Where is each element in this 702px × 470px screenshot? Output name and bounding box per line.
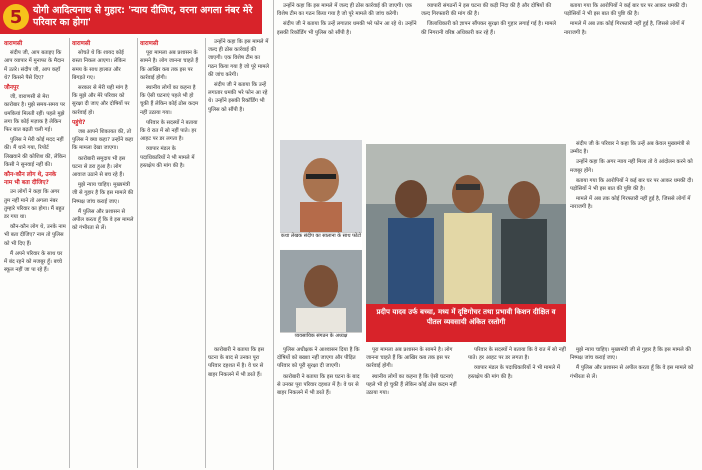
paragraph: परिवार के सदस्यों ने बताया कि वे रात में सो नहीं पाते। हर आहट पर डर लगता है। bbox=[140, 119, 198, 143]
paragraph: उन्होंने कहा कि इस मामले में जल्द ही ठोस कार्रवाई की जाएगी। एक विशेष टीम का गठन किया गया है जो पूरे मामले की जांच करेगी। bbox=[208, 39, 270, 78]
person-portrait-icon bbox=[280, 140, 362, 240]
article-column-bottom-3 bbox=[366, 346, 464, 468]
subhead: कौन-कौन लोग थे, उनके नाम भी बता दीजिए? bbox=[4, 172, 57, 187]
paragraph: सोचते थे कि शायद कोई रास्ता निकल आएगा। लेकिन समय के साथ हालात और बिगड़ते गए। bbox=[72, 50, 126, 81]
column-rule bbox=[205, 38, 206, 468]
article-column-top-right bbox=[421, 2, 561, 132]
paragraph: मैं पुलिस और प्रशासन से अपील करता हूँ कि वे इस मामले को गंभीरता से लें। bbox=[570, 365, 694, 380]
group-photo bbox=[366, 144, 566, 304]
article-column-bottom-5 bbox=[570, 346, 698, 468]
article-column-4 bbox=[208, 38, 270, 138]
article-column-2 bbox=[72, 38, 134, 468]
paragraph: पूरा मामला अब प्रशासन के सामने है। लोग जानना चाहते हैं कि आखिर कब तक इस पर कार्रवाई होगी। bbox=[140, 50, 199, 81]
article-column-top-center bbox=[277, 2, 417, 132]
paragraph: व्यापार मंडल के पदाधिकारियों ने भी मामले में हस्तक्षेप की मांग की है। bbox=[468, 365, 560, 380]
photo-caption: कथा लेखक संदीप का सालाना के साथ फोटो bbox=[280, 232, 362, 249]
headline-bar bbox=[0, 0, 262, 34]
article-column-bottom-4 bbox=[468, 346, 566, 468]
article-column-3 bbox=[140, 38, 202, 468]
article-column-right bbox=[570, 140, 698, 340]
paragraph: जिलाधिकारी को ज्ञापन सौंपकर सुरक्षा की गुहार लगाई गई है। मामले की निगरानी वरिष्ठ अधिकारी कर रहे हैं। bbox=[421, 21, 557, 36]
photo-caption: व्यवसायिक संगठन के अध्यक्ष bbox=[280, 332, 362, 345]
paragraph: व्यापारी संगठनों ने इस घटना की कड़ी निंदा की है और दोषियों की जल्द गिरफ्तारी की मांग की है। bbox=[421, 3, 552, 18]
article-column-bottom-2 bbox=[277, 346, 363, 468]
paragraph: कारोबारी समुदाय भी इस घटना से डरा हुआ है। लोग आवाज उठाने से बच रहे हैं। bbox=[72, 155, 126, 179]
paragraph: स्थानीय लोगों का कहना है कि ऐसी घटनाएं पहले भी हो चुकी हैं लेकिन कोई ठोस कदम नहीं उठाया गया। bbox=[366, 373, 457, 397]
paragraph: कारोबारी ने बताया कि इस घटना के बाद से उनका पूरा परिवार दहशत में है। वे घर से बाहर निकलने में भी डरते हैं। bbox=[277, 373, 360, 397]
paragraph: संदीप जी के परिवार ने कहा कि उन्हें अब केवल मुख्यमंत्री से उम्मीद है। bbox=[570, 141, 690, 156]
paragraph: बताया गया कि आरोपियों ने कई बार घर पर आकर धमकी दी। पड़ोसियों ने भी इस बात की पुष्टि की है। bbox=[564, 3, 688, 18]
paragraph: संदीप जी, आप बताइए कि आप व्यापार में मुनाफा के मैदान में उतरे। संदीप जी, आप कहाँ थे? किसने पैसे दिए? bbox=[4, 50, 65, 81]
page-number-badge: 5 bbox=[3, 4, 29, 30]
portrait-photo-2 bbox=[280, 250, 362, 340]
paragraph: उन्होंने कहा कि इस मामले में जल्द ही ठोस कार्रवाई की जाएगी। एक विशेष टीम का गठन किया गया है जो पूरे मामले की जांच करेगी। bbox=[277, 3, 412, 18]
paragraph: मुझे न्याय चाहिए। मुख्यमंत्री जी से गुहार है कि इस मामले की निष्पक्ष जांच कराई जाए। bbox=[570, 347, 691, 362]
paragraph: कौन-कौन लोग थे, उनके नाम भी बता दीजिए? नाम तो पुलिस को भी दिए हैं। bbox=[4, 224, 66, 247]
paragraph: मैं पुलिस और प्रशासन से अपील करता हूँ कि वे इस मामले को गंभीरता से लें। bbox=[72, 208, 134, 232]
portrait-photo-1 bbox=[280, 140, 362, 240]
group-people-icon bbox=[366, 144, 566, 304]
paragraph: मैं अपने परिवार के साथ घर में बंद रहने को मजबूर हूँ। बच्चे स्कूल नहीं जा पा रहे हैं। bbox=[4, 250, 63, 274]
paragraph: मामले में अब तक कोई गिरफ्तारी नहीं हुई है, जिससे लोगों में नाराजगी है। bbox=[570, 196, 691, 211]
paragraph: जी, वाराणसी से मेरा कारोबार है। मुझे समय-समय पर धमकियां मिलती रहीं। पहले मुझे लगा कि कोई मज़ाक है लेकिन फिर बात बढ़ती चली गई। bbox=[4, 94, 65, 134]
subhead: जौनपुर bbox=[4, 85, 19, 92]
subhead: वाराणसी bbox=[4, 41, 23, 47]
paragraph: पुलिस ने मेरी कोई मदद नहीं की। मैं थाने गया, रिपोर्ट लिखवाने की कोशिश की, लेकिन किसी ने सुनवाई नहीं की। bbox=[4, 137, 66, 168]
paragraph: सरकार से मेरी यही मांग है कि मुझे और मेरे परिवार को सुरक्षा दी जाए और दोषियों पर कार्रवाई हो। bbox=[72, 85, 130, 116]
paragraph: पूरा मामला अब प्रशासन के सामने है। लोग जानना चाहते हैं कि आखिर कब तक इस पर कार्रवाई होगी। bbox=[366, 347, 453, 370]
paragraph: संदीप जी ने बताया कि उन्हें लगातार धमकी भरे फोन आ रहे थे। उन्होंने इसकी रिकॉर्डिंग भी पुलिस को सौंपी है। bbox=[208, 82, 268, 113]
paragraph: संदीप जी ने बताया कि उन्हें लगातार धमकी भरे फोन आ रहे थे। उन्होंने इसकी रिकॉर्डिंग भी पुलिस को सौंपी है। bbox=[277, 21, 417, 36]
paragraph: स्थानीय लोगों का कहना है कि ऐसी घटनाएं पहले भी हो चुकी हैं लेकिन कोई ठोस कदम नहीं उठाया गया। bbox=[140, 85, 199, 116]
paragraph: व्यापार मंडल के पदाधिकारियों ने भी मामले में हस्तक्षेप की मांग की है। bbox=[140, 146, 195, 169]
column-rule bbox=[69, 38, 70, 468]
paragraph: बताया गया कि आरोपियों ने कई बार घर पर आकर धमकी दी। पड़ोसियों ने भी इस बात की पुष्टि की है। bbox=[570, 177, 694, 193]
subhead: वाराणसी bbox=[72, 41, 91, 47]
headline-text: योगी आदित्यनाथ से गुहार: 'न्याय दीजिए, वरना अगला नंबर मेरे परिवार का होगा' bbox=[33, 5, 253, 28]
paragraph: परिवार के सदस्यों ने बताया कि वे रात में सो नहीं पाते। हर आहट पर डर लगता है। bbox=[468, 347, 566, 362]
paragraph: मामले में अब तक कोई गिरफ्तारी नहीं हुई है, जिससे लोगों में नाराजगी है। bbox=[564, 21, 685, 36]
subhead: वाराणसी bbox=[140, 41, 159, 47]
article-column-1 bbox=[4, 38, 66, 468]
paragraph: जब आपने शिकायत की, तो पुलिस ने क्या कहा? उन्होंने कहा कि मामला देखा जाएगा। bbox=[72, 129, 134, 152]
paragraph: कारोबारी ने बताया कि इस घटना के बाद से उनका पूरा परिवार दहशत में है। वे घर से बाहर निकलने में भी डरते हैं। bbox=[208, 347, 265, 378]
paragraph: उन्होंने कहा कि अगर न्याय नहीं मिला तो वे आंदोलन करने को मजबूर होंगे। bbox=[570, 159, 693, 174]
group-photo-caption: प्रदीप यादव उर्फ बच्चा, मध्य में दृष्टिगोचर तथा प्रभावी किशन दीक्षित व पीतल व्यवसायी अंकित रस्तोगी bbox=[366, 304, 566, 342]
article-column-bottom-1 bbox=[208, 346, 272, 468]
paragraph: मुझे न्याय चाहिए। मुख्यमंत्री जी से गुहार है कि इस मामले की निष्पक्ष जांच कराई जाए। bbox=[72, 182, 134, 205]
paragraph: पुलिस अधीक्षक ने आश्वासन दिया है कि दोषियों को बख्शा नहीं जाएगा और पीड़ित परिवार को पूरी सुरक्षा दी जाएगी। bbox=[277, 347, 360, 370]
article-column-far-right-top bbox=[564, 2, 698, 132]
column-rule bbox=[273, 0, 274, 470]
paragraph: उन लोगों ने कहा कि अगर तुम नहीं माने तो अगला नंबर तुम्हारे परिवार का होगा। मैं बहुत डर गया था। bbox=[4, 189, 65, 221]
subhead: पहुंचे? bbox=[72, 119, 86, 126]
column-rule bbox=[137, 38, 138, 468]
person-portrait-icon bbox=[280, 250, 362, 340]
